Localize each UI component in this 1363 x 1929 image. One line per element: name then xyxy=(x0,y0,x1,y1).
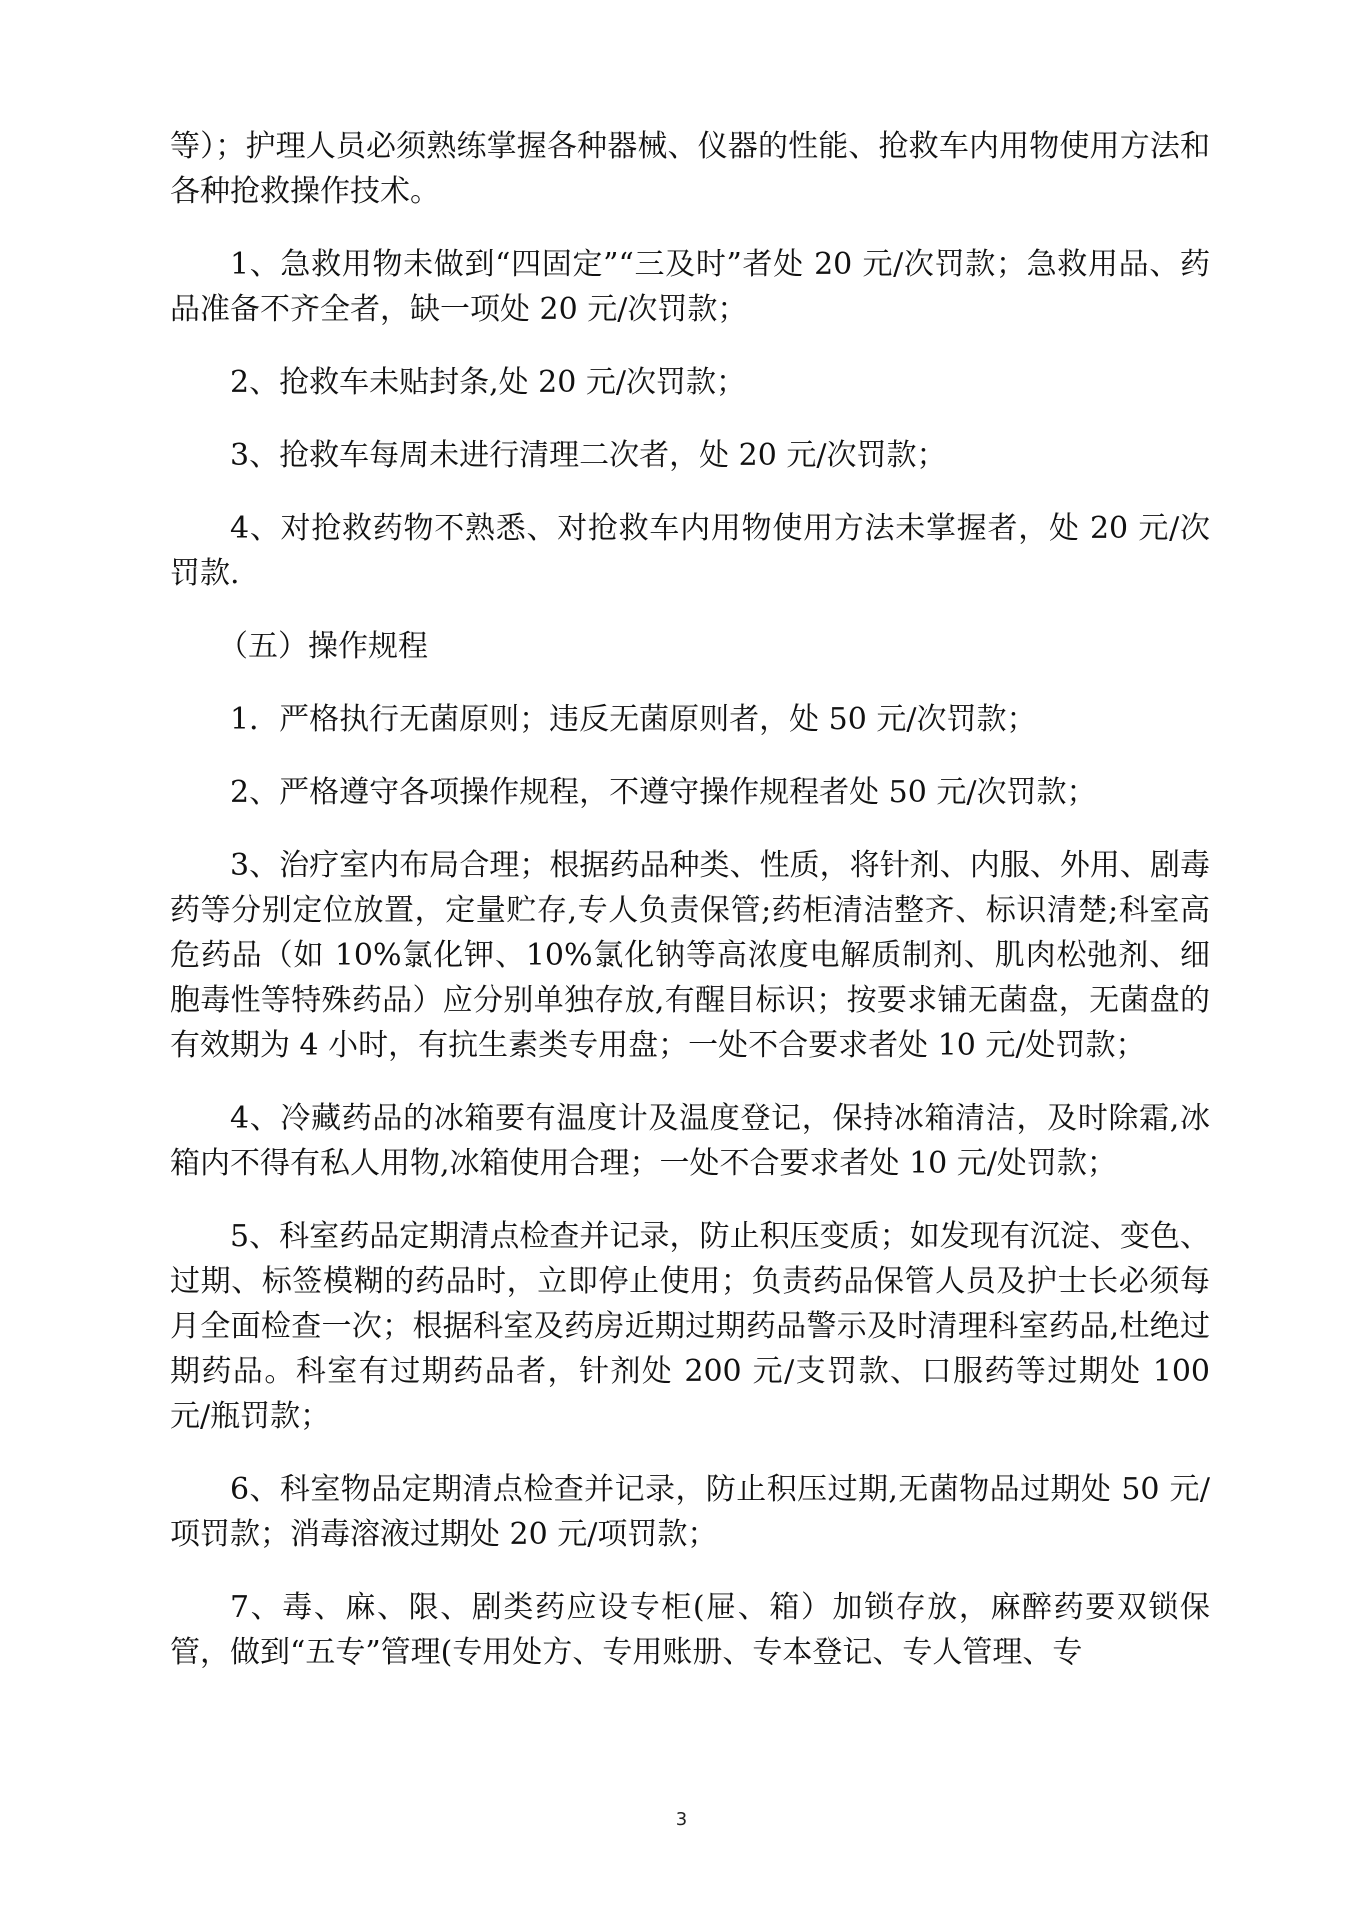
rule-item-2: 2、抢救车未贴封条,处 20 元/次罚款； xyxy=(230,365,746,400)
operation-item-6: 6、科室物品定期清点检查并记录，防止积压过期,无菌物品过期处 50 元/项罚款；消毒溶液过期处 20 元/项罚款； xyxy=(170,1472,1210,1552)
rule-item-4: 4、对抢救药物不熟悉、对抢救车内用物使用方法未掌握者，处 20 元/次罚款. xyxy=(170,511,1210,591)
page-number: 3 xyxy=(675,1809,688,1830)
operation-item-5: 5、科室药品定期清点检查并记录，防止积压变质；如发现有沉淀、变色、过期、标签模糊的药品时，立即停止使用；负责药品保管人员及护士长必须每月全面检查一次；根据科室及药房近期过期药品警示及时清理科室药品,杜绝过期药品。科室有过期药品者，针剂处 200 元/支罚款、口服药等过期处 100 元/瓶罚款； xyxy=(170,1219,1210,1434)
operation-item-1: 1．严格执行无菌原则；违反无菌原则者，处 50 元/次罚款； xyxy=(230,702,1037,737)
operation-item-4: 4、冷藏药品的冰箱要有温度计及温度登记，保持冰箱清洁，及时除霜,冰箱内不得有私人用物,冰箱使用合理；一处不合要求者处 10 元/处罚款； xyxy=(170,1101,1210,1181)
operation-item-7: 7、毒、麻、限、剧类药应设专柜(屉、箱）加锁存放，麻醉药要双锁保管，做到“五专”管理(专用处方、专用账册、专本登记、专人管理、专 xyxy=(170,1590,1210,1670)
paragraph-continuation: 等）；护理人员必须熟练掌握各种器械、仪器的性能、抢救车内用物使用方法和各种抢救操作技术。 xyxy=(170,129,1210,209)
section-heading-operation-rules: （五）操作规程 xyxy=(218,629,428,664)
document-body xyxy=(170,124,1210,1703)
operation-item-3: 3、治疗室内布局合理；根据药品种类、性质，将针剂、内服、外用、剧毒药等分别定位放置，定量贮存,专人负责保管;药柜清洁整齐、标识清楚;科室高危药品（如 10%氯化钾、10%氯化钠等高浓度电解质制剂、肌肉松弛剂、细胞毒性等特殊药品）应分别单独存放,有醒目标识；按要求铺无菌盘，无菌盘的有效期为 4 小时，有抗生素类专用盘；一处不合要求者处 10 元/处罚款； xyxy=(170,848,1210,1063)
operation-item-2: 2、严格遵守各项操作规程，不遵守操作规程者处 50 元/次罚款； xyxy=(230,775,1097,810)
rule-item-3: 3、抢救车每周未进行清理二次者，处 20 元/次罚款； xyxy=(230,438,947,473)
rule-item-1: 1、急救用物未做到“四固定”“三及时”者处 20 元/次罚款；急救用品、药品准备不齐全者，缺一项处 20 元/次罚款； xyxy=(170,247,1210,327)
